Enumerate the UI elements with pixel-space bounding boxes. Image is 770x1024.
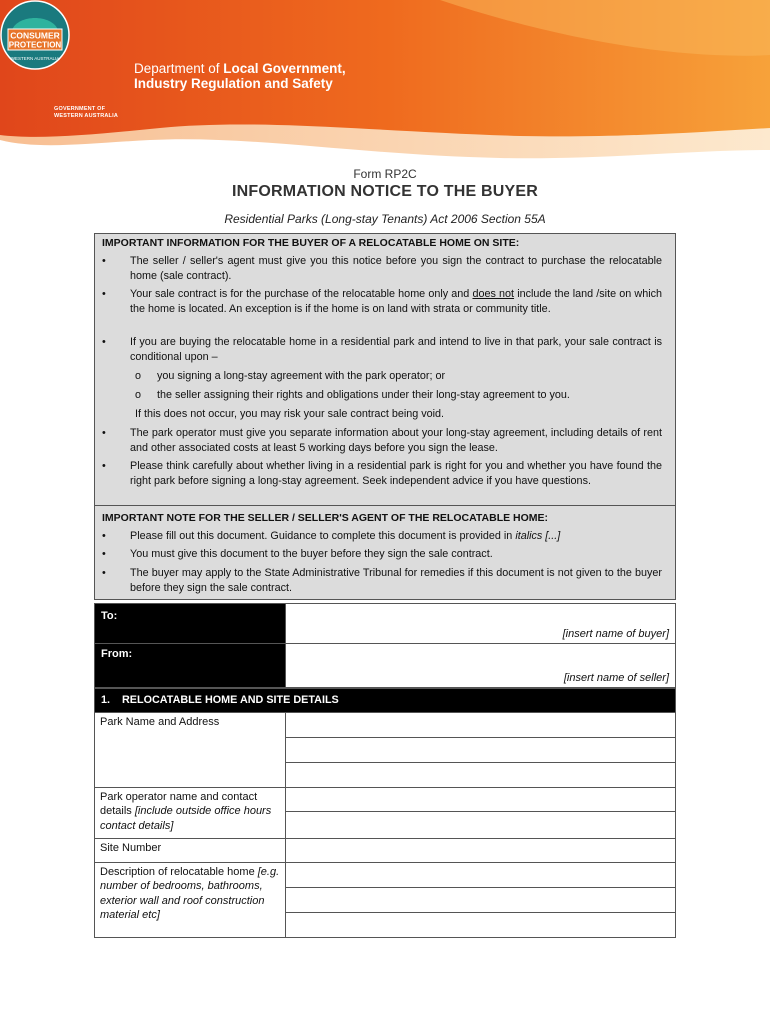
bullet-item: • The park operator must give you separate information about your long-stay agreement, including details of rent and other associated costs at least 5 working days before you sign the lease. [102, 427, 662, 454]
home-description-field-line-2[interactable] [286, 887, 676, 912]
buyer-box-heading: IMPORTANT INFORMATION FOR THE BUYER OF A RELOCATABLE HOME ON SITE: [102, 237, 520, 249]
home-description-label: Description of relocatable home [e.g. number of bedrooms, bathrooms, exterior wall and roof construction material etc] [95, 862, 286, 937]
seller-box-heading: IMPORTANT NOTE FOR THE SELLER / SELLER'S AGENT OF THE RELOCATABLE HOME: [102, 512, 549, 524]
orange-wave-background [0, 0, 770, 170]
buyer-name-hint: [insert name of buyer] [562, 628, 669, 640]
buyer-information-box [94, 233, 676, 506]
consumer-protection-badge [0, 0, 70, 70]
buyer-name-field[interactable] [286, 604, 676, 644]
seller-name-field[interactable] [286, 644, 676, 688]
section-1-heading: 1. RELOCATABLE HOME AND SITE DETAILS [95, 689, 676, 713]
park-name-field-line-2[interactable] [286, 737, 676, 762]
park-name-field-line-1[interactable] [286, 712, 676, 737]
badge-consumer-text: CONSUMER [10, 30, 60, 41]
department-name: Department of Local Government, Industry Regulation and Safety [134, 61, 346, 91]
relocatable-home-details-table [94, 688, 676, 938]
bullet-item: • Your sale contract is for the purchase of the relocatable home only and does not include the land /site on which the home is located. An exception is if the home is on land with strata or community title. [102, 288, 662, 315]
government-of-wa-text: GOVERNMENT OF WESTERN AUSTRALIA [54, 106, 118, 119]
park-operator-field-line-1[interactable] [286, 787, 676, 811]
bullet-item: • Please think carefully about whether living in a residential park is right for you and whether you have found the right park before signing a long-stay agreement. Seek independent advice if you have questions. [102, 460, 662, 487]
site-number-label: Site Number [95, 838, 286, 862]
bullet-item: • The seller / seller's agent must give you this notice before you sign the contract to purchase the relocatable home (sale contract). [102, 255, 662, 282]
park-operator-label: Park operator name and contact details [include outside office hours contact details] [95, 787, 286, 838]
badge-protection-text: PROTECTION [8, 40, 62, 50]
bullet-item: • You must give this document to the buyer before they sign the sale contract. [102, 548, 493, 560]
to-label: To: [95, 604, 286, 644]
sub-item: o the seller assigning their rights and obligations under their long-stay agreement to you. [135, 389, 570, 401]
badge-arc-text: WESTERN AUSTRALIA [10, 56, 60, 61]
bullet-item: • The buyer may apply to the State Administrative Tribunal for remedies if this document is not given to the buyer before they sign the sale contract. [102, 567, 662, 594]
home-description-field-line-3[interactable] [286, 912, 676, 937]
page-title: INFORMATION NOTICE TO THE BUYER [231, 183, 539, 200]
park-name-field-line-3[interactable] [286, 762, 676, 787]
void-warning-text: If this does not occur, you may risk your sale contract being void. [135, 408, 445, 420]
seller-note-box [94, 506, 676, 600]
bullet-item: • Please fill out this document. Guidance to complete this document is provided in italics [...] [102, 530, 561, 542]
park-operator-field-line-2[interactable] [286, 811, 676, 838]
park-name-label: Park Name and Address [95, 712, 286, 787]
sub-item: o you signing a long-stay agreement with the park operator; or [135, 370, 446, 382]
to-from-table [94, 603, 676, 688]
form-number: Form RP2C [353, 167, 417, 181]
from-label: From: [95, 644, 286, 688]
site-number-field[interactable] [286, 838, 676, 862]
seller-name-hint: [insert name of seller] [563, 672, 669, 684]
header-banner [0, 0, 770, 170]
act-reference: Residential Parks (Long-stay Tenants) Act 2006 Section 55A [224, 212, 546, 226]
bullet-item: • If you are buying the relocatable home in a residential park and intend to live in that park, your sale contract is conditional upon – [102, 336, 662, 363]
home-description-field-line-1[interactable] [286, 862, 676, 887]
